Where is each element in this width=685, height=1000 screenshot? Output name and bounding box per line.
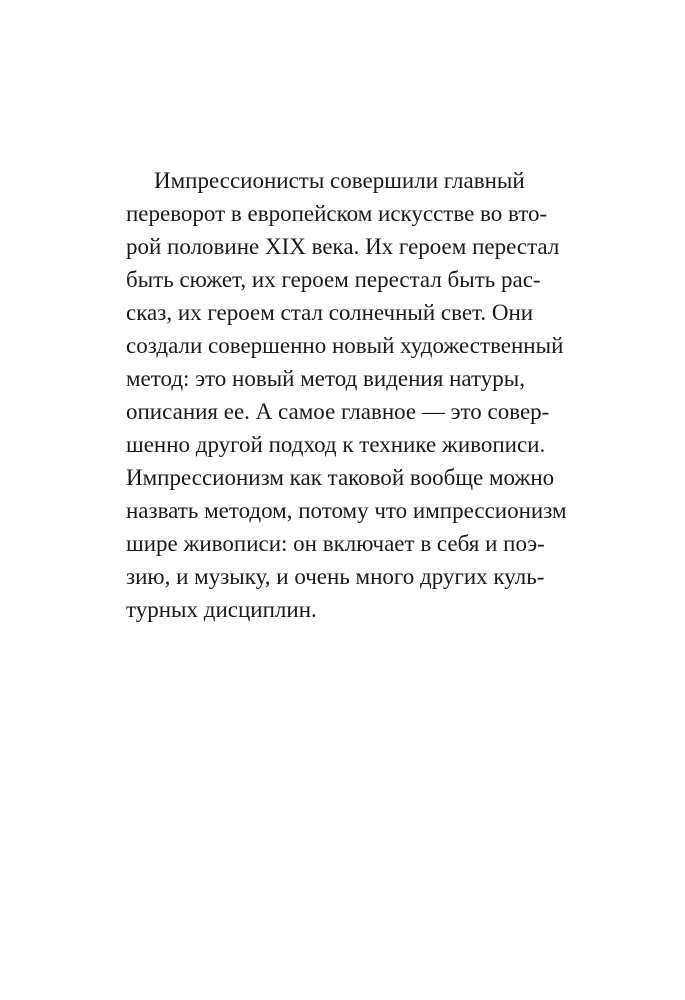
paragraph-line: зию, и музыку, и очень много других куль- — [126, 564, 545, 589]
paragraph-line: создали совершенно новый художественный — [126, 333, 564, 358]
paragraph-line: турных дисциплин. — [126, 597, 317, 622]
paragraph-line: шенно другой подход к технике живописи. — [126, 432, 546, 457]
paragraph-line: сказ, их героем стал солнечный свет. Они — [126, 300, 534, 325]
paragraph-line: Импрессионисты совершили главный — [154, 168, 525, 193]
paragraph-line: быть сюжет, их героем перестал быть рас- — [126, 267, 541, 292]
paragraph-line: назвать методом, потому что импрессионизм — [126, 498, 567, 523]
paragraph-line: шире живописи: он включает в себя и поэ- — [126, 531, 545, 556]
body-paragraph — [126, 164, 567, 626]
paragraph-line: Импрессионизм как таковой вообще можно — [126, 465, 555, 490]
paragraph-line: метод: это новый метод видения натуры, — [126, 366, 525, 391]
paragraph-line: рой половине XIX века. Их героем перестал — [126, 234, 560, 259]
paragraph-line: переворот в европейском искусстве во вто- — [126, 201, 548, 226]
paragraph-line: описания ее. А самое главное — это совер- — [126, 399, 550, 424]
